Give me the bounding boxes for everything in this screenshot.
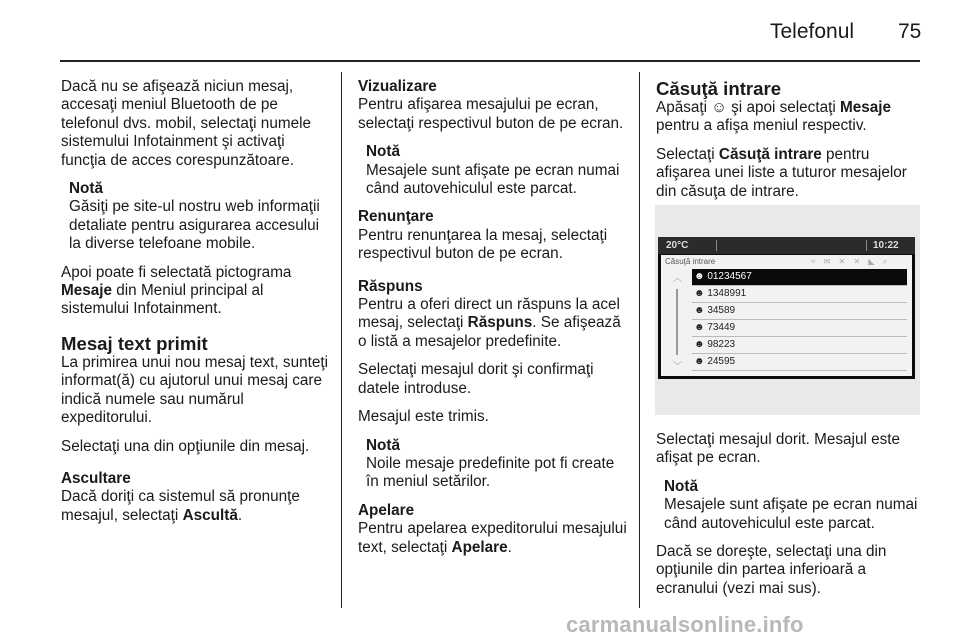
list-item[interactable]: ☻ 24595 xyxy=(692,354,907,371)
note-title: Notă xyxy=(366,436,400,454)
person-icon: ☻ xyxy=(694,271,705,282)
divider xyxy=(866,240,867,251)
paragraph: La primirea unui nou mesaj text, sunteţi informat(ă) cu ajutorul unui mesaj care indică numele sau numărul expeditorului. xyxy=(61,353,328,427)
panel-title: Căsuţă intrare xyxy=(665,257,716,266)
subheading: Renunţare xyxy=(358,208,434,226)
list-item[interactable]: ☻ 98223 xyxy=(692,337,907,354)
section-heading: Căsuţă intrare xyxy=(656,78,782,99)
infotainment-screen xyxy=(658,237,915,379)
note-text: Găsiţi pe site-ul nostru web informaţii detaliate pentru asigurarea accesului la diverse telefoane mobile. xyxy=(69,198,320,253)
person-icon: ☻ xyxy=(694,339,705,350)
paragraph: Selectaţi mesajul dorit şi confirmaţi datele introduse. xyxy=(358,361,594,397)
inbox-panel xyxy=(661,255,912,376)
note xyxy=(69,180,333,254)
paragraph: Dacă doriţi ca sistemul să pronunţe mesajul, selectaţi Ascultă. xyxy=(61,488,300,524)
note-title: Notă xyxy=(664,477,698,495)
paragraph: Dacă nu se afişează niciun mesaj, accesaţi meniul Bluetooth de pe telefonul dvs. mobil, selectaţi numele sistemului Infotainment şi activaţi funcţia de acces corespunzătoare. xyxy=(61,78,311,169)
column-1 xyxy=(61,78,333,535)
paragraph: Pentru renunţarea la mesaj, selectaţi respectivul buton de pe ecran. xyxy=(358,226,608,263)
column-divider xyxy=(639,72,640,608)
person-icon: ☻ xyxy=(694,322,705,333)
paragraph: Pentru afişarea mesajului pe ecran, selectaţi respectivul buton de pe ecran. xyxy=(358,96,624,132)
section-heading: Mesaj text primit xyxy=(61,332,208,354)
note xyxy=(366,143,630,198)
phone-icon: ☺ xyxy=(711,99,727,116)
temperature: 20°C xyxy=(666,240,689,251)
list-item[interactable]: ☻ 73449 xyxy=(692,320,907,337)
subheading: Apelare xyxy=(358,501,415,519)
note xyxy=(664,478,922,533)
inbox-screenshot xyxy=(655,205,920,415)
paragraph: Selectaţi una din opţiunile din mesaj. xyxy=(61,437,310,455)
list-item[interactable]: ☻ 34589 xyxy=(692,303,907,320)
paragraph: Apoi poate fi selectată pictograma Mesaje din Meniul principal al sistemului Infotainment. xyxy=(61,263,292,318)
divider xyxy=(716,240,717,251)
subheading: Răspuns xyxy=(358,277,423,295)
paragraph: Mesajul este trimis. xyxy=(358,408,489,426)
page-header-title: Telefonul xyxy=(770,20,855,43)
page-number: 75 xyxy=(898,20,922,43)
clock: 10:22 xyxy=(873,240,899,251)
person-icon: ☻ xyxy=(694,356,705,367)
scroll-up-icon[interactable]: ︿ xyxy=(673,273,683,283)
subheading: Vizualizare xyxy=(358,78,437,95)
column-2 xyxy=(358,78,630,567)
note-text: Mesajele sunt afişate pe ecran numai când autovehiculul este parcat. xyxy=(366,161,620,198)
note-text: Noile mesaje predefinite pot fi create în meniul setărilor. xyxy=(366,454,615,491)
paragraph: Selectaţi Căsuţă intrare pentru afişarea unei liste a tuturor mesajelor din căsuţa de intrare. xyxy=(656,145,907,200)
column-3-bottom xyxy=(656,431,922,608)
status-icons: ≈ ✉ ✕ ✕ ◣ ⌕ xyxy=(811,257,891,266)
person-icon: ☻ xyxy=(694,288,705,299)
list-item[interactable]: ☻ 1348991 xyxy=(692,286,907,303)
person-icon: ☻ xyxy=(694,305,705,316)
scrollbar[interactable] xyxy=(676,289,678,355)
paragraph: Selectaţi mesajul dorit. Mesajul este afişat pe ecran. xyxy=(656,431,901,467)
header-rule xyxy=(60,60,920,62)
column-divider xyxy=(341,72,342,608)
note xyxy=(366,437,630,492)
scroll-down-icon[interactable]: ﹀ xyxy=(673,361,683,371)
paragraph: Pentru a oferi direct un răspuns la acel mesaj, selectaţi Răspuns. Se afişează o listă a mesajelor predefinite. xyxy=(358,296,621,350)
watermark: carmanualsonline.info xyxy=(566,612,804,637)
list-item[interactable]: ☻ 01234567 xyxy=(692,269,907,286)
note-title: Notă xyxy=(366,143,400,161)
subheading: Ascultare xyxy=(61,469,131,487)
column-3-top xyxy=(656,78,922,211)
paragraph: Dacă se doreşte, selectaţi una din opţiunile din partea inferioară a ecranului (vezi mai sus). xyxy=(656,543,887,597)
paragraph: Pentru apelarea expeditorului mesajului text, selectaţi Apelare. xyxy=(358,520,627,556)
paragraph: Apăsaţi ☺ şi apoi selectaţi Mesaje pentru a afişa meniul respectiv. xyxy=(656,99,892,135)
note-title: Notă xyxy=(69,180,103,198)
status-bar xyxy=(658,237,915,254)
note-text: Mesajele sunt afişate pe ecran numai când autovehiculul este parcat. xyxy=(664,496,918,532)
message-list xyxy=(692,269,907,371)
